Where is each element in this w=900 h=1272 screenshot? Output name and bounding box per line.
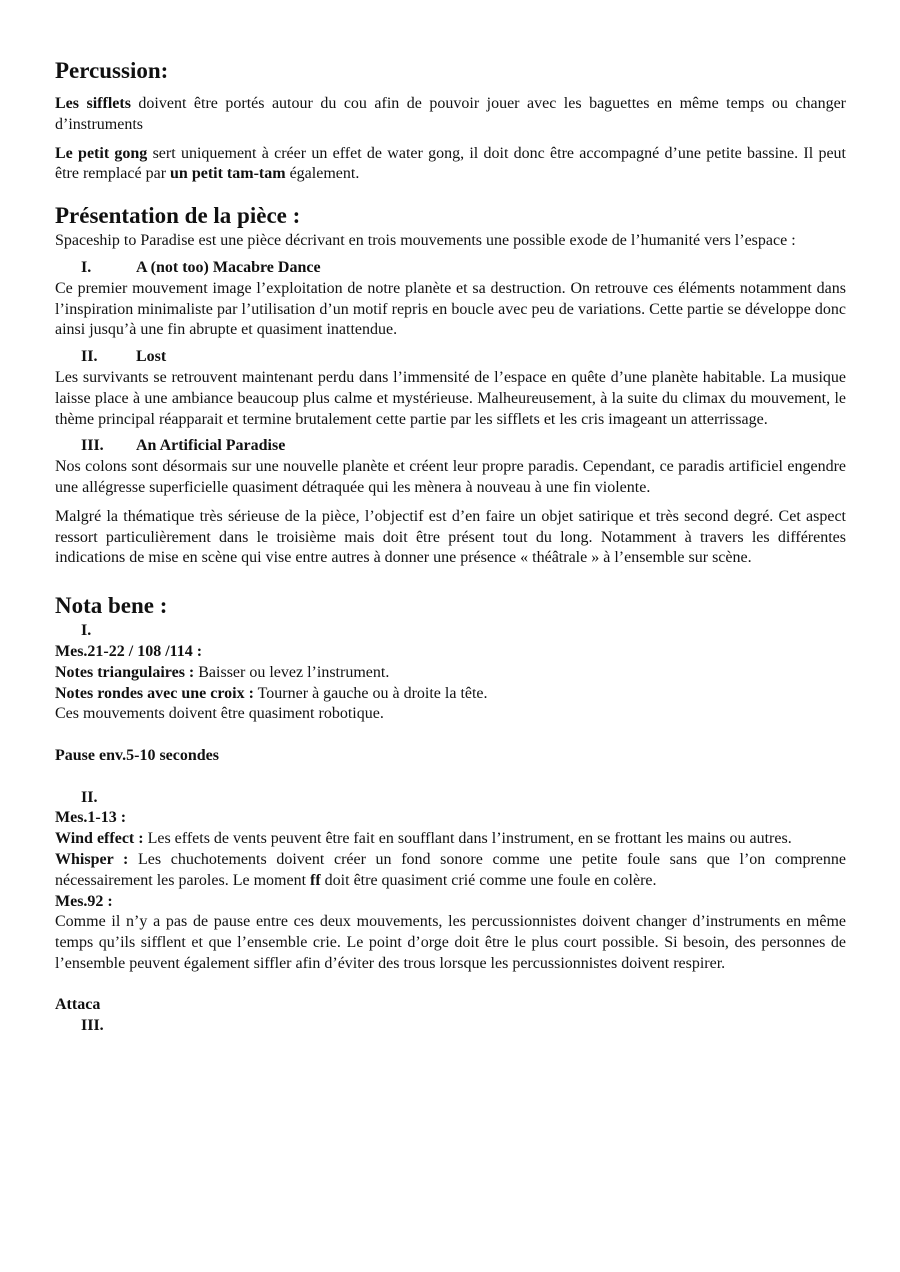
triangle-notes-text: Baisser ou levez l’instrument. xyxy=(194,663,390,681)
whistles-text: doivent être portés autour du cou afin de pouvoir jouer avec les baguettes en même temps ou changer d’instruments xyxy=(55,95,846,133)
gong-term: Le petit gong xyxy=(55,144,148,162)
whisper-text-end: doit être quasiment crié comme une foule en colère. xyxy=(320,871,657,889)
nota-section-2-number: II. xyxy=(81,788,98,806)
document-page xyxy=(55,56,846,1037)
movement-2-heading xyxy=(55,347,846,368)
presentation-closing: Malgré la thématique très sérieuse de la pièce, l’objectif est d’en faire un objet satirique et très second degré. Cet aspect ressort particulièrement dans le troisième mais doit être présent tout du long. Notamment à travers les différentes indications de mise en scène qui vise entre autres à donner une présence « théâtrale » à l’ensemble sur scène. xyxy=(55,507,846,567)
spacer xyxy=(55,767,846,788)
nota-section-3-number: III. xyxy=(81,1017,104,1035)
gong-text-end: également. xyxy=(285,165,360,183)
movement-3-heading xyxy=(55,436,846,457)
percussion-whistles-paragraph xyxy=(55,94,846,136)
wind-effect-label: Wind effect : xyxy=(55,830,144,848)
movement-3-number: III. xyxy=(81,437,104,455)
nota-s2-measures-1 xyxy=(55,808,846,829)
movement-1-title: A (not too) Macabre Dance xyxy=(136,258,321,276)
movement-2-text: Les survivants se retrouvent maintenant perdu dans l’immensité de l’espace en quête d’une planète habitable. La musique laisse place à une ambiance beaucoup plus calme et mystérieuse. Malheureusement, à la suite du climax du mouvement, le thème principal réapparait et termine brutalement cette partie par les sifflets et les cris imageant un atterrissage. xyxy=(55,368,846,428)
movement-3-title: An Artificial Paradise xyxy=(136,437,286,455)
presentation-heading: Présentation de la pièce : xyxy=(55,203,301,229)
round-notes-text: Tourner à gauche ou à droite la tête. xyxy=(253,684,488,702)
nota-s1-note: Ces mouvements doivent être quasiment robotique. xyxy=(55,705,384,723)
nota-s2-measures-1-label: Mes.1-13 : xyxy=(55,809,127,827)
nota-s1-triangle xyxy=(55,663,846,684)
nota-s1-measures xyxy=(55,642,846,663)
movement-1-text: Ce premier mouvement image l’exploitation de notre planète et sa destruction. On retrouve ces éléments notamment dans l’inspiration minimaliste par l’utilisation d’un motif repris en boucle avec peu de variations. Cette partie se développe donc ainsi jusqu’à une fin abrupte et quasiment inattendue. xyxy=(55,279,846,339)
nota-s1-measures-label: Mes.21-22 / 108 /114 : xyxy=(55,642,203,660)
nota-s2-measures-2 xyxy=(55,892,846,913)
nota-section-1-number: I. xyxy=(81,622,92,640)
nota-s2-measures-2-text: Comme il n’y a pas de pause entre ces deux mouvements, les percussionnistes doivent changer d’instruments en même temps qu’ils sifflent et que l’ensemble crie. Le point d’orge doit être le plus court possible. Si besoin, des personnes de l’ensemble peuvent également siffler afin d’éviter des trous lorsque les percussionnistes doivent respirer. xyxy=(55,913,846,972)
whisper-label: Whisper : xyxy=(55,850,129,868)
round-notes-label: Notes rondes avec une croix : xyxy=(55,684,254,702)
triangle-notes-label: Notes triangulaires : xyxy=(55,663,195,681)
gong-text: sert uniquement à créer un effet de water gong, il doit donc être accompagné d’une petite bassine. Il peut être remplacé par xyxy=(55,144,846,183)
tamtam-term: un petit tam-tam xyxy=(170,165,286,183)
spacer xyxy=(55,975,846,996)
attaca-label: Attaca xyxy=(55,996,101,1014)
movement-1-number: I. xyxy=(81,258,92,276)
whisper-text: Les chuchotements doivent créer un fond sonore comme une petite foule sans que l’on comprenne nécessairement les paroles. Le moment xyxy=(55,850,847,889)
pause-label: Pause env.5-10 secondes xyxy=(55,746,219,764)
nota-s2-wind xyxy=(55,829,846,850)
movement-1-heading xyxy=(55,258,846,279)
nota-pause xyxy=(55,746,846,767)
whistles-term: Les sifflets xyxy=(55,95,131,112)
percussion-heading: Percussion: xyxy=(55,58,169,83)
ff-dynamic: ff xyxy=(310,871,321,889)
movement-2-number: II. xyxy=(81,348,98,366)
spacer xyxy=(55,725,846,746)
nota-s1-round xyxy=(55,684,846,705)
percussion-gong-paragraph xyxy=(55,144,846,186)
nota-heading: Nota bene : xyxy=(55,593,168,619)
movement-2-title: Lost xyxy=(136,348,167,366)
nota-attaca xyxy=(55,995,846,1016)
nota-s2-measures-2-label: Mes.92 : xyxy=(55,892,113,910)
movement-3-text: Nos colons sont désormais sur une nouvelle planète et créent leur propre paradis. Cependant, ce paradis artificiel engendre une allégresse superficielle quasiment détraquée qui les mènera à nouveau à une fin violente. xyxy=(55,458,846,496)
presentation-intro: Spaceship to Paradise est une pièce décrivant en trois mouvements une possible exode de l’humanité vers l’espace : xyxy=(55,232,796,250)
nota-s2-whisper xyxy=(55,850,846,892)
wind-effect-text: Les effets de vents peuvent être fait en soufflant dans l’instrument, en se frottant les mains ou autres. xyxy=(143,830,792,848)
